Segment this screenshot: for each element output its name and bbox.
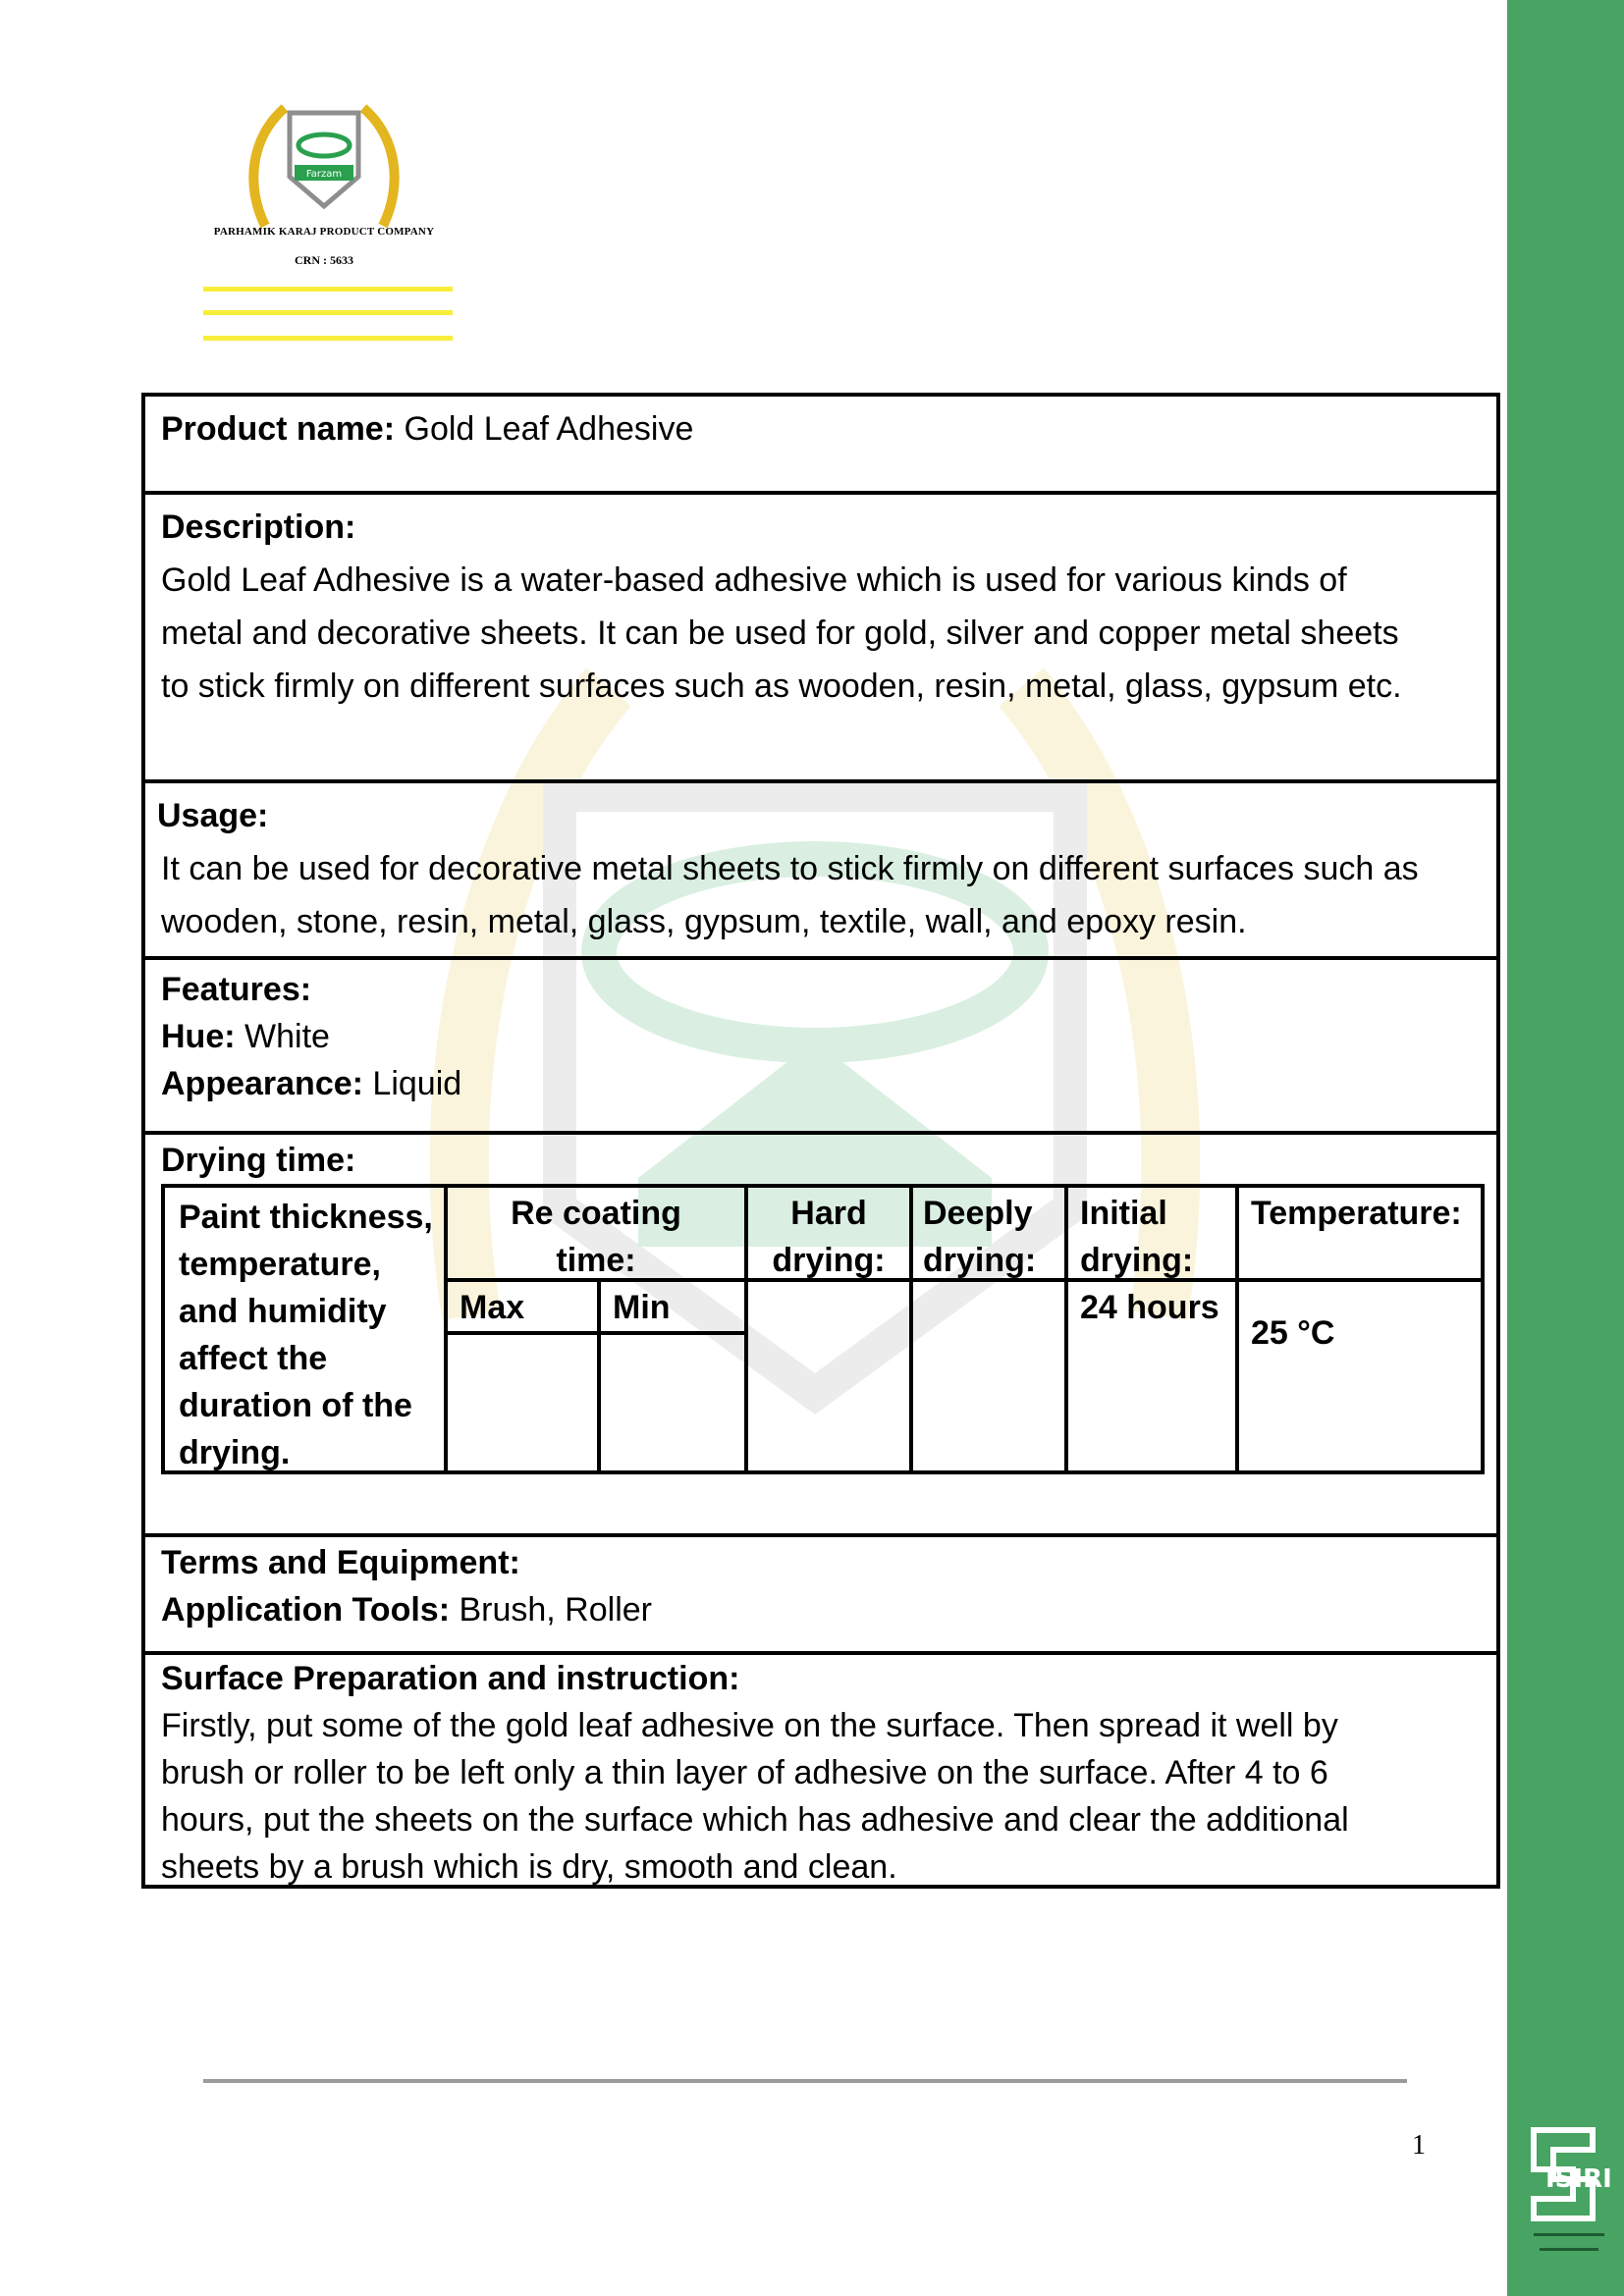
surface-line: hours, put the sheets on the surface which has adhesive and clear the additional: [161, 1801, 1349, 1839]
usage-label: Usage:: [157, 797, 269, 834]
terms-label: Terms and Equipment:: [161, 1544, 520, 1581]
surface-line: sheets by a brush which is dry, smooth and clean.: [161, 1848, 897, 1886]
side-bar: [1507, 0, 1624, 2296]
description-label: Description:: [161, 508, 356, 546]
temperature-header: Temperature:: [1251, 1195, 1462, 1232]
logo-wordmark: Farzam: [305, 169, 343, 180]
description-section: [145, 495, 1496, 783]
surface-line: brush or roller to be left only a thin layer of adhesive on the surface. After 4 to 6: [161, 1754, 1328, 1791]
usage-line: wooden, stone, resin, metal, glass, gypsum, textile, wall, and epoxy resin.: [161, 903, 1247, 940]
product-name-label: Product name:: [161, 410, 396, 448]
company-name: PARHAMIK KARAJ PRODUCT COMPANY: [213, 226, 435, 238]
svg-text:ISIRI: ISIRI: [1545, 2164, 1612, 2194]
application-tools-label: Application Tools:: [161, 1591, 451, 1629]
drying-note: Paint thickness, temperature, and humidity affect the duration of the drying.: [179, 1199, 433, 1471]
application-tools-value: Brush, Roller: [459, 1591, 652, 1629]
company-crn: CRN : 5633: [295, 253, 353, 267]
description-line: to stick firmly on different surfaces such as wooden, resin, metal, glass, gypsum etc.: [161, 667, 1402, 705]
appearance-label: Appearance:: [161, 1065, 363, 1102]
terms-section: [145, 1537, 1496, 1655]
product-name-section: [145, 397, 1496, 495]
surface-preparation-label: Surface Preparation and instruction:: [161, 1660, 740, 1697]
yellow-rule: [203, 310, 453, 315]
product-name-value: Gold Leaf Adhesive: [404, 410, 694, 448]
features-section: [145, 960, 1496, 1135]
footer-rule: [203, 2079, 1407, 2083]
usage-line: It can be used for decorative metal sheets to stick firmly on different surfaces such as: [161, 850, 1419, 887]
deeply-drying-header: Deeply drying:: [923, 1195, 1037, 1279]
yellow-rule: [203, 336, 453, 341]
iso-standard-icon: [1524, 2110, 1614, 2277]
description-line: metal and decorative sheets. It can be used for gold, silver and copper metal sheets: [161, 614, 1399, 652]
hard-drying-header: Hard drying:: [772, 1195, 886, 1279]
product-data-sheet: [141, 393, 1500, 1889]
surface-line: Firstly, put some of the gold leaf adhesive on the surface. Then spread it well by: [161, 1707, 1338, 1744]
drying-time-label: Drying time:: [161, 1142, 356, 1179]
recoating-max-header: Max: [460, 1289, 525, 1326]
features-label: Features:: [161, 971, 312, 1008]
recoating-min-header: Min: [613, 1289, 671, 1326]
surface-preparation-section: [145, 1655, 1496, 1889]
hue-label: Hue:: [161, 1018, 236, 1055]
description-line: Gold Leaf Adhesive is a water-based adhesive which is used for various kinds of: [161, 561, 1347, 599]
initial-drying-header: Initial drying:: [1080, 1195, 1194, 1279]
recoating-time-header: Re coating time:: [511, 1195, 681, 1279]
hue-value: White: [244, 1018, 330, 1055]
drying-time-table: [161, 1184, 1485, 1474]
drying-time-section: [145, 1135, 1496, 1537]
usage-section: [145, 783, 1496, 960]
appearance-value: Liquid: [372, 1065, 462, 1102]
temperature-value: 25 °C: [1251, 1314, 1335, 1352]
yellow-rule: [203, 287, 453, 292]
initial-drying-value: 24 hours: [1080, 1289, 1219, 1326]
page-number: 1: [1412, 2130, 1426, 2161]
